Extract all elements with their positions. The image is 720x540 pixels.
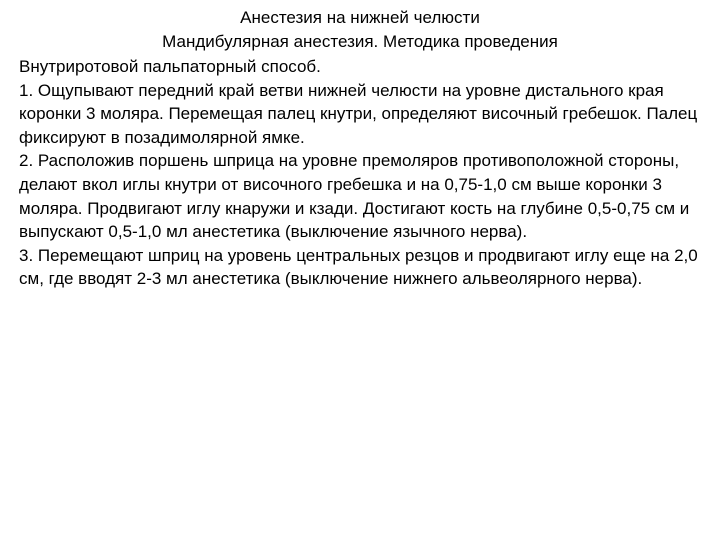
step-1-paragraph: 1. Ощупывают передний край ветви нижней челюсти на уровне дистального края коронки 3 моляра. Перемещая палец кнутри, определяют височный гребешок. Палец фиксируют в позадимолярной ямке. [19, 80, 698, 147]
title-block [0, 6, 720, 54]
slide-title: Анестезия на нижней челюсти [240, 8, 480, 27]
step-3-paragraph: 3. Перемещают шприц на уровень центральных резцов и продвигают иглу еще на 2,0 см, где вводят 2-3 мл анестетика (выключение нижнего альвеолярного нерва). [19, 245, 698, 289]
body-text [19, 55, 714, 291]
step-2-paragraph: 2. Расположив поршень шприца на уровне премоляров противоположной стороны, делают вкол иглы кнутри от височного гребешка и на 0,75-1,0 см выше коронки 3 моляра. Продвигают иглу кнаружи и кзади. Достигают кость на глубине 0,5-0,75 см и выпускают 0,5-1,0 мл анестетика (выключение язычного нерва). [19, 151, 690, 242]
method-heading: Внутриротовой пальпаторный способ. [19, 57, 321, 76]
slide-subtitle: Мандибулярная анестезия. Методика проведения [162, 32, 558, 51]
